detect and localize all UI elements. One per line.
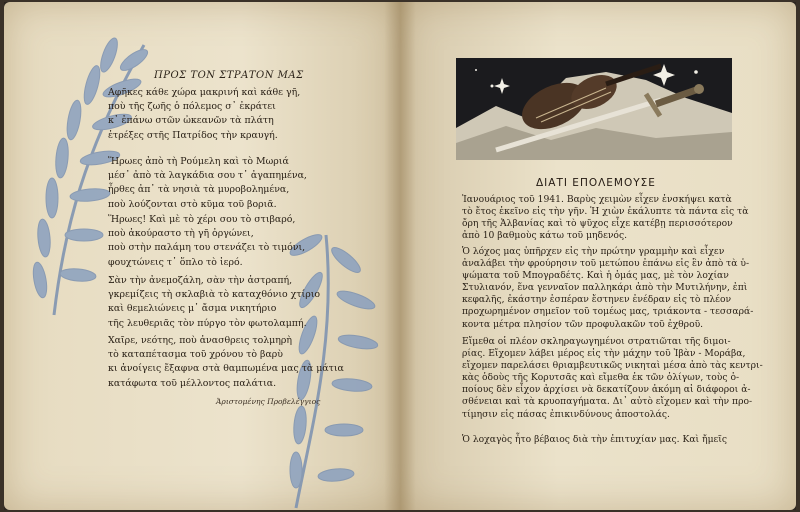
prose-line: κεφαλῆς, ἐκάστην ἑσπέραν ἔστηνεν ἐνέδραν εἰς τὸ πλέον xyxy=(462,294,732,306)
paragraph-4 xyxy=(462,434,727,446)
poem-line: φουχτώνεις τ᾽ ὅπλο τὸ ἱερό. xyxy=(108,256,243,268)
prose-line: προχωρημένον σημεῖον τοῦ τομέως μας, τριάκοντα - τεσσαρά- xyxy=(462,306,754,318)
prose-line: Εἴμεθα οἱ πλέον σκληραγωγημένοι στρατιῶται τῆς διμοι- xyxy=(462,336,731,347)
poem-line: Χαῖρε, νεότης, ποὺ ἀνασθρεις τολμηρὴ xyxy=(108,335,292,346)
poem-author: Ἀριστομένης Προβελέγγιος xyxy=(216,397,321,406)
prose-line: σθένειαι καὶ τὰ κρυοπαγήματα. Δι᾽ αὐτὸ εἴχομεν καὶ τὴν προ- xyxy=(462,396,753,408)
stanza-3 xyxy=(108,213,305,270)
prose-line: ποίους δὲν εἶχον ἀρχίσει νὰ δεκατίζουν ἀκόμη αἱ διάφοροι ἀ- xyxy=(462,384,751,396)
poem-line: ἐτρέξες στῆς Πατρίδος τὴν κραυγή. xyxy=(108,129,278,141)
poem-line: τὸ καταπέτασμα τοῦ χρόνου τὸ βαρὺ xyxy=(108,349,283,361)
poem-line: κατάφωτα τοῦ μέλλοντος παλάτια. xyxy=(108,377,277,389)
poem-title: ΠΡΟΣ ΤΟΝ ΣΤΡΑΤΟΝ ΜΑΣ xyxy=(154,70,304,81)
violin-and-sword-engraving-icon xyxy=(456,58,732,160)
prose-line: ἀναλάβει τὴν φρούρησιν τοῦ μετώπου ἐπάνω εἰς ἓν ἀπὸ τὰ ὑ- xyxy=(462,258,750,270)
poem-line: Ἥρωες ἀπὸ τὴ Ρούμελη καὶ τὸ Μωριά xyxy=(108,156,289,167)
poem-line: καὶ θεμελιώνεις μ᾽ ἄσμα νικητήριο xyxy=(108,303,277,315)
stanza-4 xyxy=(108,274,320,331)
prose-line: κὰς ὁδοὺς τῆς Κορυτσᾶς καὶ εἴμεθα ἐκ τῶν ὀλίγων, τοὺς ὁ- xyxy=(462,372,740,384)
paragraph-3 xyxy=(462,336,763,421)
poem-line: ποὺ λούζονται στὸ κῦμα τοῦ βοριᾶ. xyxy=(108,198,277,210)
poem-line: ποὺ τῆς ζωῆς ὁ πόλεμος σ᾽ ἐκράτει xyxy=(108,101,276,113)
prose-line: Ἰανουάριος τοῦ 1941. Βαρὺς χειμὼν εἶχεν ἐνσκήψει κατὰ xyxy=(462,194,732,205)
poem-line: μέσ᾽ ἀπὸ τὰ λαγκάδια σου τ᾽ ἀγαπημένα, xyxy=(108,170,307,182)
poem-line: Σὰν τὴν ἀνεμοζάλη, σὰν τὴν ἀστραπή, xyxy=(108,275,293,286)
prose-line: ὄρη τῆς Ἀλβανίας καὶ τὸ ψῦχος εἶχε κατέβῃ περισσότερον xyxy=(462,218,733,230)
book-spread xyxy=(4,2,796,510)
prose-line: ψώματα τοῦ Μπογραδέτς. Καὶ ἡ ὁμάς μας, μὲ τὸν λοχίαν xyxy=(462,270,729,282)
prose-line: Ὁ λόχος μας ὑπῆρχεν εἰς τὴν πρώτην γραμμὴν καὶ εἶχεν xyxy=(462,246,725,257)
prose-line: Στυλιανόν, ἕνα γενναῖον παλληκάρι ἀπὸ τὴν Μυτιλήνην, ἐπὶ xyxy=(462,282,748,294)
prose-line: κοντα μέτρα πλησίον τῶν προφυλακῶν τοῦ ἐχθροῦ. xyxy=(462,318,704,330)
left-page xyxy=(4,2,400,510)
right-page xyxy=(400,2,796,510)
poem-line: ποὺ ἀκούραστο τὴ γῆ ὀργώνει, xyxy=(108,228,254,240)
poem-line: Αφῆκες κάθε χώρα μακρινή καὶ κάθε γῆ, xyxy=(108,87,301,98)
poem-line: Ἥρωες! Καὶ μὲ τὸ χέρι σου τὸ στιβαρό, xyxy=(108,214,296,225)
prose-line: Ὁ λοχαγὸς ἦτο βέβαιος διὰ τὴν ἐπιτυχίαν μας. Καὶ ἤμεῖς xyxy=(462,434,728,445)
prose-line: ἀπὸ 10 βαθμοὺς κάτω τοῦ μηδενός. xyxy=(462,230,628,242)
prose-line: τίμησιν εἰς πάσας ἐπικινδύνους ἀποστολάς. xyxy=(462,408,670,420)
poem-line: ἦρθες ἀπ᾽ τὰ νησιὰ τὰ μυροβολημένα, xyxy=(108,184,290,196)
stanza-2 xyxy=(108,155,307,212)
poem-line: ποὺ στὴν παλάμη του στενάζει τὸ τιμόνι, xyxy=(108,242,306,254)
prose-line: ρίας. Εἴχομεν λάβει μέρος εἰς τὴν μάχην τοῦ Ἰβὰν - Μοράβα, xyxy=(462,348,746,360)
stanza-5 xyxy=(108,334,344,391)
paragraph-2 xyxy=(462,246,753,331)
poem-line: κ᾽ ἐπάνω στῶν ὠκεανῶν τὰ πλάτη xyxy=(108,115,274,127)
prose-line: εἴχομεν παρελάσει θριαμβευτικῶς νικηταὶ μέσα ἀπὸ τὰς κεντρι- xyxy=(462,360,763,372)
paragraph-1 xyxy=(462,194,748,242)
stanza-1 xyxy=(108,86,300,143)
chapter-title: ΔΙΑΤΙ ΕΠΟΛΕΜΟΥΣΕ xyxy=(536,177,656,189)
poem-line: κι ἀνοίγεις ἔξαφνα στὰ θαμπωμένα μας τὰ μάτια xyxy=(108,363,344,375)
poem-line: γκρεμίζεις τὴ σκλαβιὰ τὸ καταχθόνιο χτίριο xyxy=(108,289,321,301)
prose-line: τὸ ἔτος ἐκεῖνο εἰς τὴν γῆν. Ἡ χιὼν ἐκάλυπτε τὰ πάντα εἰς τὰ xyxy=(462,206,749,218)
poem-line: τῆς λευθεριᾶς τὸν πύργο τὸν φωτολαμπή. xyxy=(108,317,307,329)
